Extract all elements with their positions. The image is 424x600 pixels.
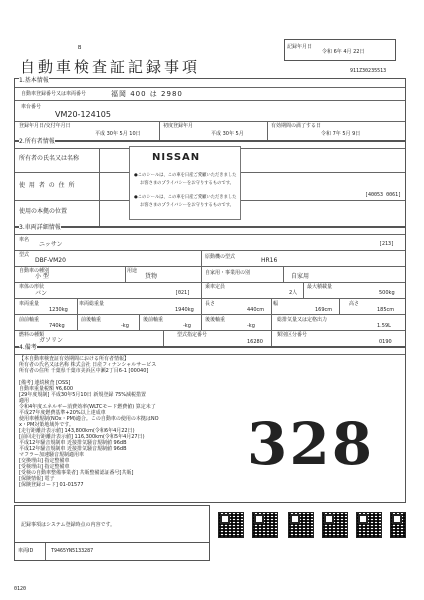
remark-line: 使用車種規制(NOx・PM)適合。この自動車の使用の本拠はNO — [19, 416, 159, 422]
first-registration-label: 登録年月日/交付年月日 — [19, 123, 71, 129]
remark-line: [29年度規制] 平成30年5月10日 新規登録 75%減税措置 — [19, 392, 147, 398]
remark-line: x・PM対策地域外です。 — [19, 422, 74, 428]
record-date: 令和 6年 4月 22日 — [322, 49, 365, 55]
remark-line: [受検の自動車整備事業者] 共販整備認証番号[共販] — [19, 470, 134, 476]
width-label: 幅 — [273, 301, 279, 307]
qr-code — [252, 512, 278, 538]
section-heading-owner: 2.所有者情報 — [19, 138, 55, 145]
qr-code — [288, 512, 314, 538]
vehicle-id: T9465YN5133287 — [51, 548, 94, 554]
max-load: 500kg — [379, 290, 395, 296]
owner-name-label: 所有者の氏名又は名称 — [19, 155, 80, 162]
remark-line: [受検理由] 指定整備車 — [19, 464, 70, 470]
sticker-note-4: お客さまのプライバシーをお守りするものです。 — [140, 203, 234, 208]
vehicle-id-row — [15, 542, 209, 560]
front-front-axle: 740kg — [49, 323, 65, 329]
category-number: 0190 — [379, 339, 392, 345]
qr-code — [322, 512, 348, 538]
designation-number: 16280 — [247, 339, 263, 345]
section-remarks — [14, 344, 406, 503]
remark-line: 令和4年度エネルギー消費効率(WLTCモード燃費値) 算定未了 — [19, 404, 156, 410]
sticker-code: [40053 0061] — [365, 192, 402, 198]
remark-line: [備考] 連続検査 [OSS] — [19, 380, 71, 386]
height-label: 高さ — [349, 301, 360, 307]
privacy-sticker — [129, 146, 241, 220]
section-heading-vehicle: 3.車両詳細情報 — [19, 224, 61, 231]
vehicle-id-label: 車両ID — [18, 548, 34, 554]
body-label: 車体の形状 — [19, 284, 45, 290]
qr-code — [390, 512, 406, 538]
remark-line: 平成12年騒音規制車 近接排気騒音規制値 96dB — [19, 446, 127, 452]
handwritten-number: 328 — [247, 410, 375, 478]
length-label: 長さ — [205, 301, 216, 307]
qr-code — [356, 512, 382, 538]
width: 169cm — [315, 307, 333, 313]
first-registration-date: 平成 30年 5月 10日 — [95, 131, 141, 137]
user-address-label: 使 用 者 の 住 所 — [19, 182, 76, 189]
section-basic-info — [14, 78, 406, 141]
remark-line: 所有者の氏名又は名称 株式会社 日産フィナンシャルサービス — [19, 362, 157, 368]
front-rear-axle-label: 前後軸重 — [81, 317, 102, 323]
capacity-label: 乗車定員 — [205, 284, 226, 290]
sticker-note-2: お客さまのプライバシーをお守りするものです。 — [140, 181, 234, 186]
maker-code: [213] — [379, 241, 395, 247]
section-heading-remarks: 4.備考 — [19, 344, 37, 351]
engine: HR16 — [261, 257, 278, 264]
expiry-label: 有効期間の満了する日 — [271, 123, 322, 129]
rear-rear-axle: -kg — [247, 323, 255, 329]
maker-label: 車名 — [19, 237, 30, 243]
remark-line: [前回走行距離計表示値] 116,300km(令和5年4月27日) — [19, 434, 145, 440]
remark-line: [交換理由] 指定整備車 — [19, 458, 70, 464]
form-letter: B — [78, 45, 82, 51]
height: 185cm — [377, 307, 395, 313]
maker: ニッサン — [39, 241, 63, 248]
vehicle-class: 小 型 — [35, 273, 49, 280]
vin: VM20-124105 — [55, 110, 111, 119]
purpose: 自家用 — [291, 273, 310, 280]
remark-line: 平成27年度燃費基準+20%以上達成車 — [19, 410, 106, 416]
remark-line: 【本自動車検査証有効期間における所有者情報】 — [19, 356, 130, 362]
front-rear-axle: -kg — [121, 323, 129, 329]
remark-line: [走行距離計表示値] 143,800km(令和6年4月22日) — [19, 428, 135, 434]
nissan-logo: NISSAN — [152, 152, 201, 163]
document-number: 911Z30235513 — [350, 68, 387, 74]
remark-line: [保険情報] 電子 — [19, 476, 55, 482]
section-heading-basic: 1.基本情報 — [19, 77, 49, 84]
weight: 1230kg — [49, 307, 68, 313]
engine-label: 原動機の型式 — [205, 254, 236, 260]
first-registration-month-label: 初度登録年月 — [163, 123, 194, 129]
document-title: 自動車検査証記録事項 — [20, 58, 201, 76]
use: 貨物 — [145, 273, 158, 280]
length: 440cm — [247, 307, 265, 313]
base-location-label: 使用の本拠の位置 — [19, 208, 68, 215]
remark-line: マフラー加速騒音規制適用車 — [19, 452, 85, 458]
gross-weight-label: 車両総重量 — [79, 301, 105, 307]
qr-code — [218, 512, 244, 538]
remark-line: [保険登録コード] 01-01577 — [19, 482, 84, 488]
rear-front-axle: -kg — [183, 323, 191, 329]
vin-label: 車台番号 — [21, 104, 42, 110]
section-vehicle-details — [14, 224, 406, 347]
designation-label: 型式指定番号 — [177, 332, 208, 338]
body-code: [021] — [175, 290, 191, 296]
use-label: 用途 — [127, 268, 138, 274]
record-date-box — [284, 39, 396, 61]
class-label: 自動車の種別 — [19, 268, 50, 274]
front-front-axle-label: 前前軸重 — [19, 317, 40, 323]
remark-line: 所有者の住所 千葉県千葉市美浜区中瀬2丁目6-1 [00040] — [19, 368, 149, 374]
record-date-label: 記録年月日 — [287, 44, 313, 50]
fuel: ガソリン — [39, 337, 64, 344]
weight-label: 車両重量 — [19, 301, 40, 307]
rear-front-axle-label: 後前軸重 — [143, 317, 164, 323]
section-owner-info — [14, 138, 406, 227]
sticker-note-1: ●このシールは、この車を日産ご愛顧いただきました — [134, 173, 237, 178]
remark-line: 適用 — [19, 398, 30, 404]
fuel-label: 燃料の種類 — [19, 332, 45, 338]
gross-weight: 1940kg — [175, 307, 194, 313]
rear-rear-axle-label: 後後軸重 — [205, 317, 226, 323]
registration-number: 福岡 400 は 2980 — [111, 90, 183, 98]
capacity: 2人 — [289, 290, 298, 296]
displacement-label: 総排気量又は定格出力 — [277, 317, 328, 323]
footer-box — [14, 505, 210, 561]
remark-line: 自動車重量税額 ¥6,600 — [19, 386, 74, 392]
purpose-label: 自家用・事業用の別 — [205, 270, 251, 276]
expiry-date: 令和 7年 5月 9日 — [321, 131, 361, 137]
max-load-label: 最大積載量 — [307, 284, 333, 290]
sticker-note-3: ●このシールは、この車を日産ご愛顧いただきました — [134, 195, 237, 200]
body-shape: バン — [35, 290, 48, 297]
remarks-body — [19, 356, 159, 488]
model-label: 型式 — [19, 252, 30, 258]
category-label: 類別区分番号 — [277, 332, 308, 338]
page-code: 0120 — [14, 586, 27, 592]
system-notice: 記録事項はシステム登録時点の内容です。 — [21, 522, 116, 528]
registration-number-label: 自動車登録番号又は車両番号 — [21, 91, 87, 97]
remark-line: 平成12年騒音規制車 近接排気騒音規制値 96dB — [19, 440, 127, 446]
displacement: 1.59L — [377, 323, 391, 329]
model: DBF-VM20 — [35, 257, 66, 264]
first-registration-month: 平成 30年 5月 — [211, 131, 244, 137]
